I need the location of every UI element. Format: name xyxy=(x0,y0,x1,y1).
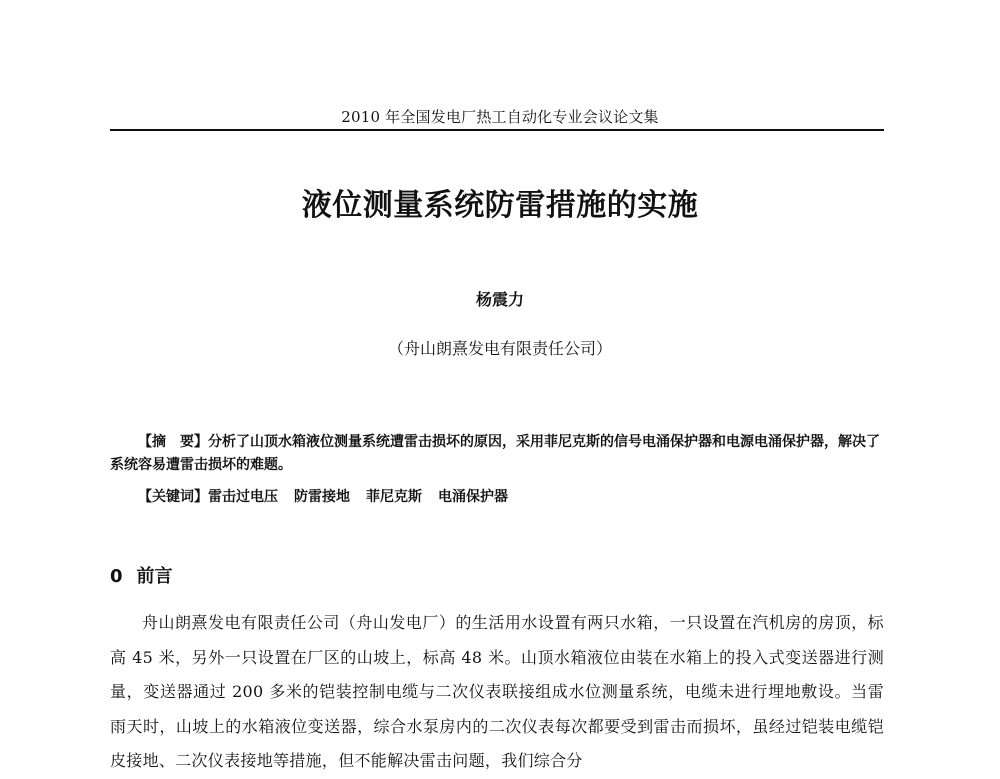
keyword-item: 雷击过电压 xyxy=(208,489,278,505)
header-rule xyxy=(110,129,884,131)
keywords-label: 【关键词】 xyxy=(138,489,208,505)
section-title: 前言 xyxy=(136,566,173,587)
section-number: 0 xyxy=(110,566,123,587)
keyword-item: 电涌保护器 xyxy=(438,489,508,505)
keyword-item: 菲尼克斯 xyxy=(366,489,422,505)
abstract-text: 分析了山顶水箱液位测量系统遭雷击损坏的原因，采用菲尼克斯的信号电涌保护器和电源电涌保护器，解决了系统容易遭雷击损坏的难题。 xyxy=(110,434,880,473)
body-paragraph: 舟山朗熹发电有限责任公司（舟山发电厂）的生活用水设置有两只水箱，一只设置在汽机房的房顶，标高 45 米，另外一只设置在厂区的山坡上，标高 48 米。山顶水箱液位由装在水箱上的投入式变送器进行测量，变送器通过 200 多米的铠装控制电缆与二次仪表联接组成水位测量系统，电缆未进行埋地敷设。当雷雨天时，山坡上的水箱液位变送器，综合水泵房内的二次仪表每次都要受到雷击而损坏，虽经过铠装电缆铠皮接地、二次仪表接地等措施，但不能解决雷击问题，我们综合分 xyxy=(110,613,884,770)
keyword-item: 防雷接地 xyxy=(294,489,350,505)
author-name: 杨震力 xyxy=(475,290,524,309)
running-header: 2010 年全国发电厂热工自动化专业会议论文集 xyxy=(341,108,659,126)
author-affiliation: （舟山朗熹发电有限责任公司） xyxy=(387,339,612,358)
abstract-label: 【摘 要】 xyxy=(138,434,208,450)
section-heading xyxy=(110,562,173,588)
paper-title: 液位测量系统防雷措施的实施 xyxy=(301,188,699,223)
keywords xyxy=(138,486,884,506)
abstract xyxy=(110,431,884,477)
